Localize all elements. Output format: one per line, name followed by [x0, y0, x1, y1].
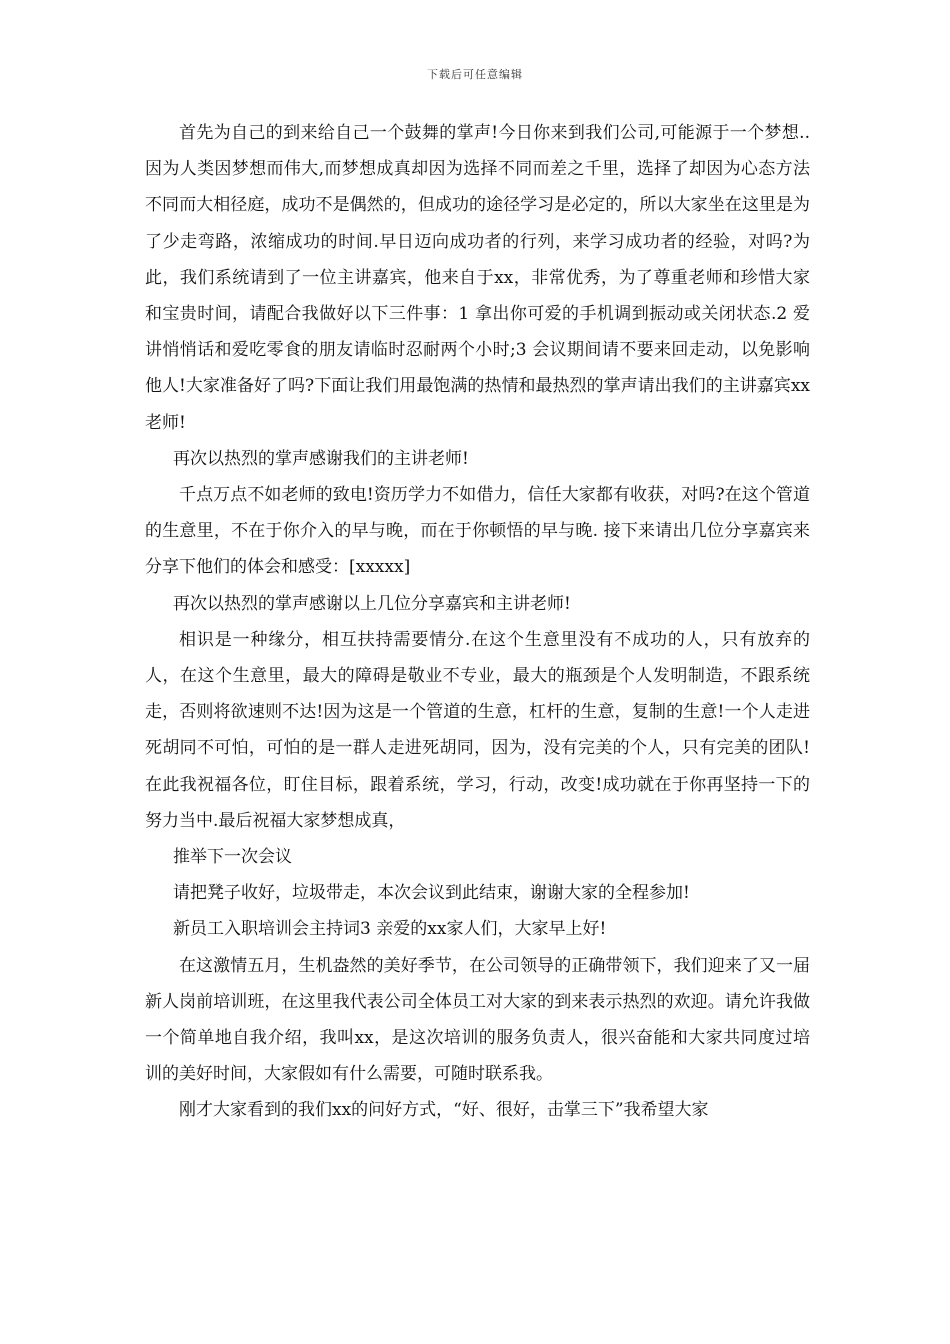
page-header: 下载后可任意编辑: [427, 68, 523, 81]
document-body: [145, 115, 810, 1129]
paragraph: 请把凳子收好，垃圾带走，本次会议到此结束，谢谢大家的全程参加!: [173, 883, 690, 904]
paragraph: 推举下一次会议: [173, 847, 293, 868]
paragraph: 相识是一种缘分，相互扶持需要情分.在这个生意里没有不成功的人，只有放弃的人，在这个生意里，最大的障碍是敬业不专业，最大的瓶颈是个人发明制造，不跟系统走，否则将欲速则不达!因为这是一个管道的生意，杠杆的生意，复制的生意!一个人走进死胡同不可怕，可怕的是一群人走进死胡同，因为，没有完美的个人，只有完美的团队!在此我祝福各位，盯住目标，跟着系统，学习，行动，改变!成功就在于你再坚持一下的努力当中.最后祝福大家梦想成真，: [145, 629, 810, 831]
paragraph: 首先为自己的到来给自己一个鼓舞的掌声!今日你来到我们公司,可能源于一个梦想..因为人类因梦想而伟大,而梦想成真却因为选择不同而差之千里，选择了却因为心态方法不同而大相径庭，成功不是偶然的，但成功的途径学习是必定的，所以大家坐在这里是为了少走弯路，浓缩成功的时间.早日迈向成功者的行列，来学习成功者的经验，对吗?为此，我们系统请到了一位主讲嘉宾，他来自于xx，非常优秀，为了尊重老师和珍惜大家和宝贵时间，请配合我做好以下三件事：1 拿出你可爱的手机调到振动或关闭状态.2 爱讲悄悄话和爱吃零食的朋友请临时忍耐两个小时;3 会议期间请不要来回走动，以免影响他人!大家准备好了吗?下面让我们用最饱满的热情和最热烈的掌声请出我们的主讲嘉宾xx老师!: [145, 123, 810, 433]
paragraph: 再次以热烈的掌声感谢我们的主讲老师!: [173, 448, 469, 469]
paragraph: 千点万点不如老师的致电!资历学力不如借力，信任大家都有收获，对吗?在这个管道的生意里，不在于你介入的早与晚，而在于你顿悟的早与晚. 接下来请出几位分享嘉宾来分享下他们的体会和感受：[xxxxx]: [145, 485, 810, 578]
paragraph: 再次以热烈的掌声感谢以上几位分享嘉宾和主讲老师!: [173, 593, 571, 614]
paragraph: 新员工入职培训会主持词3 亲爱的xx家人们，大家早上好!: [173, 919, 607, 940]
paragraph: 在这激情五月，生机盎然的美好季节，在公司领导的正确带领下，我们迎来了又一届新人岗前培训班，在这里我代表公司全体员工对大家的到来表示热烈的欢迎。请允许我做一个简单地自我介绍，我叫xx，是这次培训的服务负责人，很兴奋能和大家共同度过培训的美好时间，大家假如有什么需要，可随时联系我。: [145, 955, 810, 1085]
paragraph: 刚才大家看到的我们xx的问好方式，“好、很好，击掌三下”我希望大家: [179, 1100, 709, 1121]
